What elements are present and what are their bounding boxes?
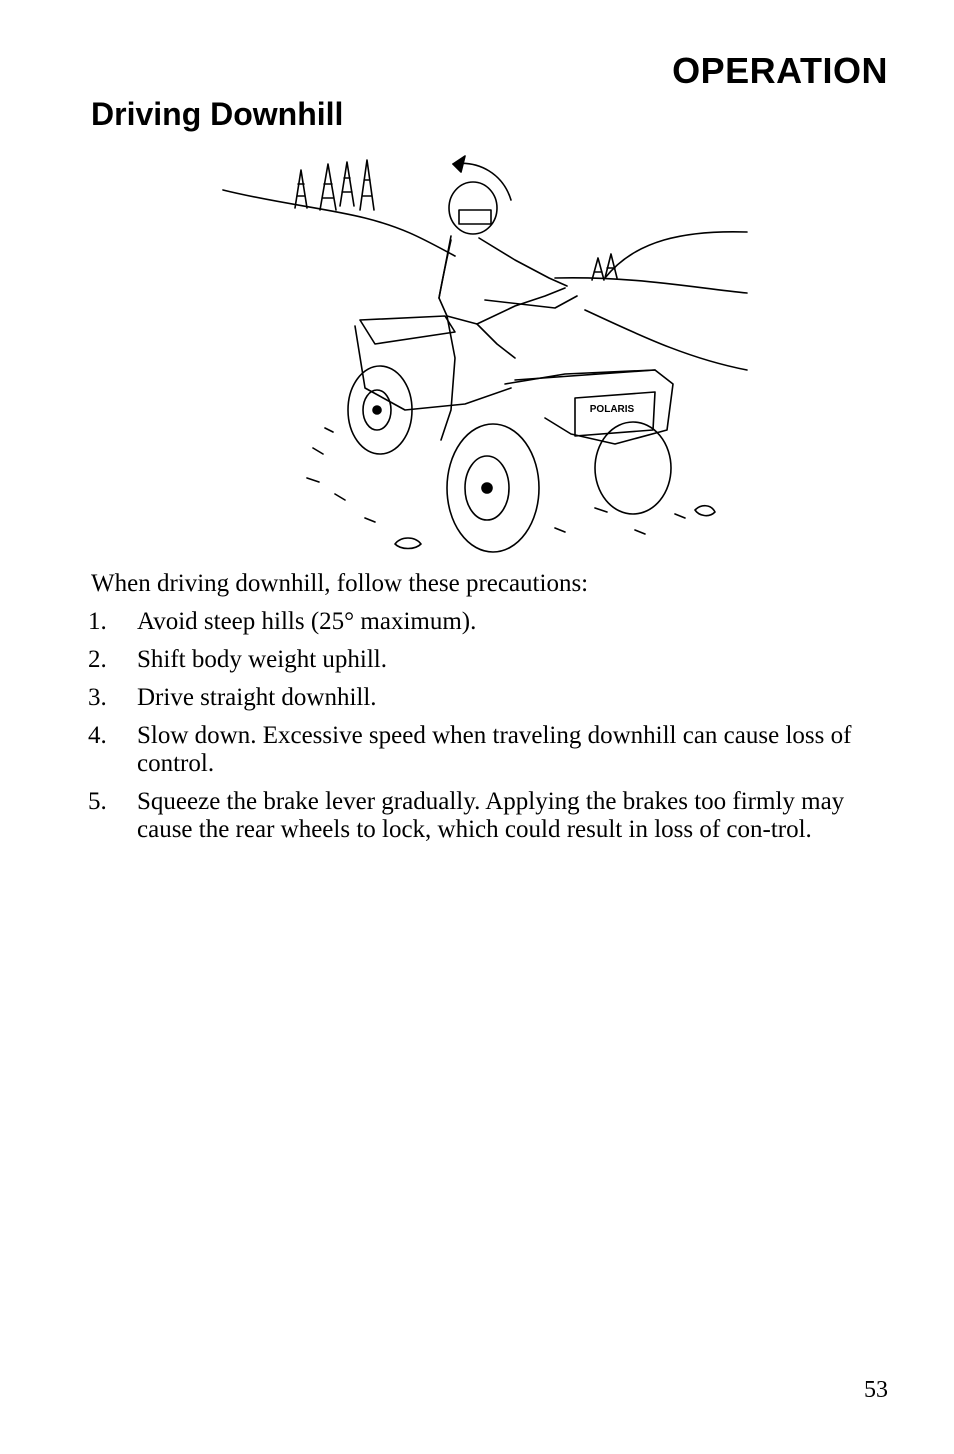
list-item <box>88 608 898 636</box>
atv-brand-label: POLARIS <box>589 404 635 415</box>
step-number: 1. <box>88 608 107 635</box>
list-item <box>88 788 898 844</box>
intro-text: When driving downhill, follow these precautions: <box>91 570 589 597</box>
step-text: Avoid steep hills (25° maximum). <box>137 608 477 635</box>
step-number: 5. <box>88 788 107 815</box>
list-item <box>88 684 898 712</box>
step-text: Squeeze the brake lever gradually. Applying the brakes too firmly may cause the rear wheels to lock, which could result in loss of con-trol. <box>137 788 845 843</box>
step-text: Slow down. Excessive speed when traveling downhill can cause loss of control. <box>137 722 852 777</box>
step-text: Shift body weight uphill. <box>137 646 387 673</box>
page-title: Driving Downhill <box>91 96 344 132</box>
page-number: 53 <box>864 1377 888 1403</box>
step-number: 4. <box>88 722 107 749</box>
section-header: OPERATION <box>672 50 888 91</box>
atv-downhill-illustration <box>215 148 755 568</box>
step-number: 3. <box>88 684 107 711</box>
step-number: 2. <box>88 646 107 673</box>
step-text: Drive straight downhill. <box>137 684 377 711</box>
list-item <box>88 722 898 778</box>
precautions-list <box>88 608 898 854</box>
list-item <box>88 646 898 674</box>
